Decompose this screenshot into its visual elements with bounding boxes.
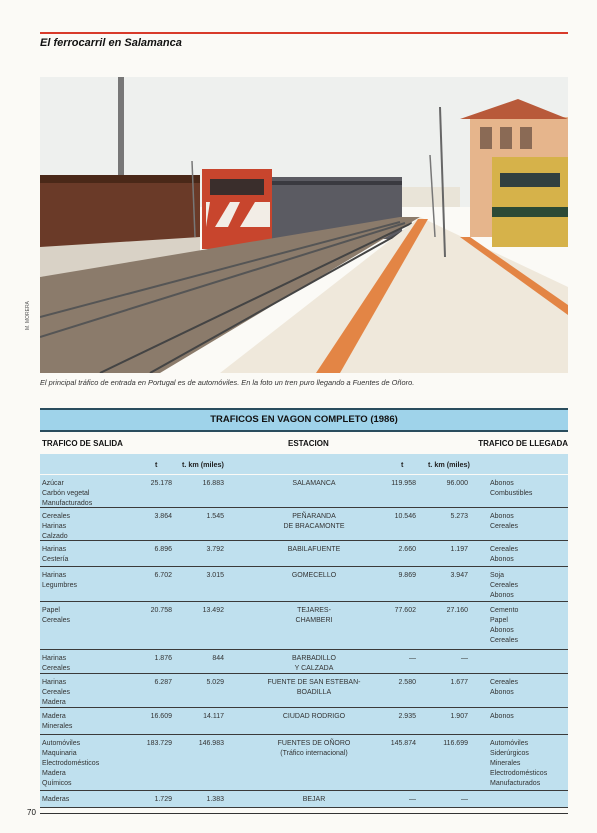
outbound-products-line: Cereales (42, 617, 71, 624)
outbound-products-line: Madera (42, 770, 66, 777)
photo-credit: M. MORERA (25, 301, 31, 330)
inbound-products (490, 545, 570, 565)
inbound-tonnes: 145.874 (390, 740, 416, 747)
col-tkm-in: t. km (miles) (428, 460, 470, 469)
outbound-products-line: Automóviles (42, 740, 81, 747)
inbound-tkm: — (461, 655, 468, 662)
station-name (240, 678, 388, 698)
station-name (240, 712, 388, 722)
outbound-tonnes: 25.178 (150, 480, 172, 487)
outbound-tonnes: 1.729 (154, 796, 172, 803)
inbound-products-line: Combustibles (490, 490, 533, 497)
inbound-products (490, 606, 570, 646)
table-row (40, 508, 568, 541)
table-row (40, 650, 568, 674)
outbound-products-line: Carbón vegetal (42, 490, 90, 497)
inbound-tkm: 1.197 (450, 546, 468, 553)
outbound-products-line: Químicos (42, 780, 72, 787)
outbound-products-line: Madera (42, 699, 66, 706)
table-row (40, 735, 568, 791)
inbound-products-line: Cereales (490, 679, 519, 686)
inbound-tonnes: — (409, 796, 416, 803)
inbound-products-line: Abonos (490, 592, 514, 599)
outbound-products-line: Harinas (42, 572, 67, 579)
station-name-line: SALAMANCA (292, 480, 336, 487)
outbound-tonnes: 6.287 (154, 679, 172, 686)
station-name (240, 606, 388, 626)
inbound-products-line: Cemento (490, 607, 519, 614)
inbound-products (490, 678, 570, 698)
outbound-products-line: Harinas (42, 655, 67, 662)
inbound-tkm: 96.000 (446, 480, 468, 487)
inbound-products-line: Abonos (490, 513, 514, 520)
table-row (40, 674, 568, 708)
table-title: TRAFICOS EN VAGON COMPLETO (1986) (40, 408, 568, 432)
column-subheaders (40, 454, 568, 475)
outbound-products-line: Azúcar (42, 480, 64, 487)
inbound-tkm: 5.273 (450, 513, 468, 520)
inbound-products-line: Automóviles (490, 740, 529, 747)
inbound-tonnes: 9.869 (398, 572, 416, 579)
outbound-products-line: Cestería (42, 556, 69, 563)
outbound-tonnes: 183.729 (146, 740, 172, 747)
inbound-products-line: Abonos (490, 689, 514, 696)
station-name-line: DE BRACAMONTE (283, 523, 345, 530)
traffic-table (40, 408, 568, 808)
inbound-products-line: Cereales (490, 582, 519, 589)
outbound-products-line: Calzado (42, 533, 68, 540)
group-headers (40, 432, 568, 454)
header-station: ESTACION (288, 439, 329, 448)
inbound-products-line: Abonos (490, 556, 514, 563)
outbound-tkm: 1.545 (206, 513, 224, 520)
page-number: 70 (27, 808, 36, 817)
inbound-products-line: Cereales (490, 523, 519, 530)
outbound-tkm: 13.492 (202, 607, 224, 614)
table-row (40, 791, 568, 808)
outbound-products (42, 739, 132, 789)
station-name-line: BOADILLA (296, 689, 332, 696)
outbound-products-line: Harinas (42, 523, 67, 530)
inbound-tkm: 116.699 (443, 740, 468, 747)
photo-caption: El principal tráfico de entrada en Portugal es de automóviles. En la foto un tren puro llegando a Fuentes de Oñoro. (40, 378, 415, 387)
outbound-products-line: Legumbres (42, 582, 78, 589)
station-name (240, 739, 388, 759)
outbound-products-line: Harinas (42, 679, 67, 686)
station-name-line: CIUDAD RODRIGO (282, 713, 346, 720)
station-name-line: BARBADILLO (292, 655, 336, 662)
table-row (40, 602, 568, 650)
inbound-tonnes: 2.935 (398, 713, 416, 720)
outbound-products-line: Madera (42, 713, 66, 720)
inbound-products-line: Abonos (490, 480, 514, 487)
col-t-in: t (401, 460, 404, 469)
outbound-products-line: Maderas (42, 796, 70, 803)
outbound-products (42, 512, 132, 542)
outbound-tkm: 5.029 (206, 679, 224, 686)
outbound-products (42, 606, 132, 626)
inbound-tonnes: 119.958 (391, 480, 416, 487)
header-outbound: TRAFICO DE SALIDA (42, 439, 123, 448)
station-name-line: GOMECELLO (291, 572, 337, 579)
outbound-tkm: 1.383 (206, 796, 224, 803)
inbound-tonnes: 10.546 (394, 513, 416, 520)
outbound-products-line: Papel (42, 607, 60, 614)
outbound-products-line: Maquinaria (42, 750, 77, 757)
station-name (240, 571, 388, 581)
station-name-line: BABILAFUENTE (287, 546, 341, 553)
outbound-products (42, 712, 132, 732)
outbound-tonnes: 6.702 (154, 572, 172, 579)
table-rows (40, 475, 568, 808)
station-name-line: FUENTE DE SAN ESTEBAN- (267, 679, 361, 686)
col-tkm-out: t. km (miles) (182, 460, 224, 469)
outbound-products (42, 654, 132, 674)
station-name-line: TEJARES- (297, 607, 331, 614)
station-name-line: Y CALZADA (294, 665, 334, 672)
inbound-products (490, 512, 570, 532)
station-name (240, 512, 388, 532)
inbound-tonnes: 2.660 (398, 546, 416, 553)
outbound-products-line: Cereales (42, 689, 71, 696)
inbound-products (490, 712, 570, 722)
inbound-products-line: Abonos (490, 627, 514, 634)
top-rule (40, 32, 568, 34)
outbound-tonnes: 20.758 (150, 607, 172, 614)
inbound-tonnes: 77.602 (394, 607, 416, 614)
inbound-products-line: Siderúrgicos (490, 750, 529, 757)
outbound-products-line: Harinas (42, 546, 67, 553)
outbound-products-line: Manufacturados (42, 500, 93, 507)
outbound-tkm: 3.792 (206, 546, 224, 553)
outbound-tkm: 844 (212, 655, 224, 662)
bottom-rule (40, 813, 568, 814)
station-name (240, 795, 388, 805)
outbound-products (42, 571, 132, 591)
table-row (40, 541, 568, 567)
station-name (240, 479, 388, 489)
inbound-products-line: Abonos (490, 713, 514, 720)
outbound-tkm: 14.117 (203, 713, 224, 720)
inbound-products-line: Soja (490, 572, 505, 579)
outbound-tkm: 16.883 (202, 480, 224, 487)
inbound-products (490, 739, 570, 789)
header-inbound: TRAFICO DE LLEGADA (478, 439, 568, 448)
inbound-products-line: Cereales (490, 637, 519, 644)
inbound-products-line: Electrodomésticos (490, 770, 548, 777)
station-name-line: (Tráfico internacional) (280, 750, 348, 757)
table-row (40, 567, 568, 602)
station-name-line: CHAMBERI (295, 617, 333, 624)
station-name (240, 545, 388, 555)
outbound-products (42, 678, 132, 708)
inbound-tkm: 27.160 (446, 607, 468, 614)
outbound-products (42, 479, 132, 509)
inbound-products-line: Papel (490, 617, 508, 624)
outbound-products-line: Cereales (42, 513, 71, 520)
inbound-products (490, 571, 570, 601)
station-name (240, 654, 388, 674)
page-title: El ferrocarril en Salamanca (40, 37, 182, 49)
inbound-tonnes: — (409, 655, 416, 662)
inbound-products-line: Manufacturados (490, 780, 541, 787)
outbound-products (42, 795, 132, 805)
table-row (40, 475, 568, 508)
outbound-tonnes: 3.864 (154, 513, 172, 520)
outbound-tkm: 146.983 (198, 740, 224, 747)
inbound-products-line: Minerales (490, 760, 521, 767)
outbound-tonnes: 16.609 (150, 713, 172, 720)
station-name-line: BEJAR (302, 796, 326, 803)
station-name-line: PEÑARANDA (292, 513, 336, 520)
table-row (40, 708, 568, 735)
col-t-out: t (155, 460, 158, 469)
outbound-products-line: Cereales (42, 665, 71, 672)
inbound-tkm: 1.677 (450, 679, 468, 686)
inbound-products (490, 479, 570, 499)
inbound-tonnes: 2.580 (398, 679, 416, 686)
outbound-products-line: Electrodomésticos (42, 760, 100, 767)
station-name-line: FUENTES DE OÑORO (277, 740, 351, 747)
outbound-tonnes: 1.876 (154, 655, 172, 662)
outbound-tkm: 3.015 (206, 572, 224, 579)
inbound-tkm: — (461, 796, 468, 803)
outbound-products-line: Minerales (42, 723, 73, 730)
outbound-tonnes: 6.896 (154, 546, 172, 553)
inbound-tkm: 3.947 (450, 572, 468, 579)
table-body (40, 454, 568, 808)
train-station-photo (40, 77, 568, 373)
inbound-tkm: 1.907 (450, 713, 468, 720)
outbound-products (42, 545, 132, 565)
inbound-products-line: Cereales (490, 546, 519, 553)
